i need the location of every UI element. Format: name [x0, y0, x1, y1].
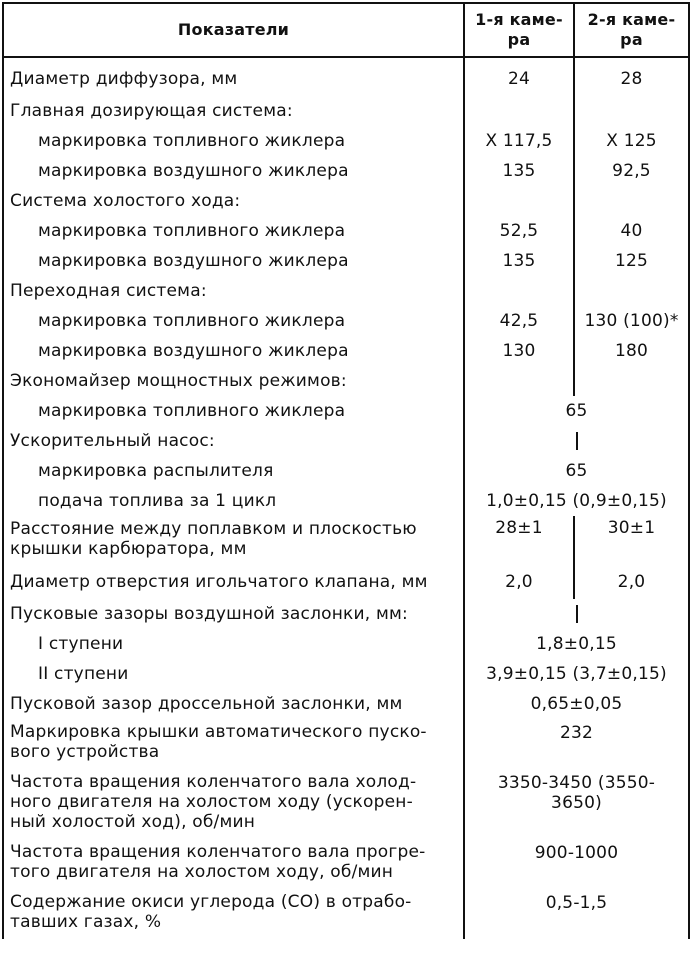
- empty-cell: [464, 276, 574, 306]
- row-label-line2: ного двигателя на холостом ходу (ускорен-: [10, 792, 413, 812]
- value-both-chambers: 65: [464, 396, 689, 426]
- table-row: [3, 216, 689, 246]
- value-both-chambers: 0,5-1,5: [464, 889, 689, 939]
- row-label: маркировка распылителя: [3, 456, 464, 486]
- row-label: маркировка воздушного жиклера: [3, 156, 464, 186]
- header-chamber-1: [464, 3, 574, 57]
- header-parameters: Показатели: [3, 3, 464, 57]
- empty-cell: [464, 366, 574, 396]
- value-chamber-1: 28±1: [464, 516, 574, 565]
- row-label: маркировка воздушного жиклера: [3, 336, 464, 366]
- table-row: [3, 246, 689, 276]
- empty-cell: [574, 276, 689, 306]
- value-chamber-1: 2,0: [464, 565, 574, 599]
- section-label: Главная дозирующая система:: [3, 96, 464, 126]
- row-label-line1: Частота вращения коленчатого вала прогре-: [10, 842, 426, 862]
- value-chamber-1: 52,5: [464, 216, 574, 246]
- section-label: Система холостого хода:: [3, 186, 464, 216]
- value-both-chambers: 3,9±0,15 (3,7±0,15): [464, 659, 689, 689]
- table-row: [3, 456, 689, 486]
- carburetor-specs-table: [2, 2, 690, 939]
- value-both-chambers: [464, 769, 689, 839]
- value-line2: 3650): [551, 793, 602, 813]
- table-row: [3, 889, 689, 939]
- value-chamber-2: X 125: [574, 126, 689, 156]
- value-chamber-2: 180: [574, 336, 689, 366]
- value-chamber-1: 24: [464, 57, 574, 96]
- table-row: [3, 96, 689, 126]
- value-chamber-1: 42,5: [464, 306, 574, 336]
- table-row: [3, 396, 689, 426]
- divider-cell: [464, 426, 689, 456]
- header-chamber-2-line1: 2-я каме-: [587, 10, 676, 29]
- row-label: II ступени: [3, 659, 464, 689]
- row-label: [3, 719, 464, 769]
- table-row: [3, 126, 689, 156]
- row-label: [3, 769, 464, 839]
- table-row: [3, 599, 689, 629]
- value-both-chambers: 1,0±0,15 (0,9±0,15): [464, 486, 689, 516]
- section-label: Пусковые зазоры воздушной заслонки, мм:: [3, 599, 464, 629]
- table-row: [3, 659, 689, 689]
- table-row: [3, 426, 689, 456]
- section-label: Экономайзер мощностных режимов:: [3, 366, 464, 396]
- header-chamber-1-line2: ра: [507, 30, 531, 49]
- value-chamber-2: 40: [574, 216, 689, 246]
- row-label: маркировка топливного жиклера: [3, 306, 464, 336]
- table-row: [3, 336, 689, 366]
- row-label-line3: ный холостой ход), об/мин: [10, 812, 256, 832]
- row-label: I ступени: [3, 629, 464, 659]
- table-row: [3, 839, 689, 889]
- row-label: маркировка топливного жиклера: [3, 396, 464, 426]
- table-row: [3, 516, 689, 565]
- row-label: Диаметр отверстия игольчатого клапана, мм: [3, 565, 464, 599]
- table-row: [3, 276, 689, 306]
- value-chamber-2: 2,0: [574, 565, 689, 599]
- table-row: [3, 186, 689, 216]
- row-label: Пусковой зазор дроссельной заслонки, мм: [3, 689, 464, 719]
- value-both-chambers: 232: [464, 719, 689, 769]
- row-label: [3, 516, 464, 565]
- value-chamber-2: 30±1: [574, 516, 689, 565]
- row-label-line1: Маркировка крышки автоматического пуско-: [10, 722, 427, 742]
- divider-cell: [464, 599, 689, 629]
- row-label: маркировка воздушного жиклера: [3, 246, 464, 276]
- divider-mark: [576, 432, 578, 450]
- empty-cell: [574, 96, 689, 126]
- table-row: [3, 689, 689, 719]
- row-label-line2: крышки карбюратора, мм: [10, 539, 247, 559]
- table-row: [3, 565, 689, 599]
- value-chamber-1: 135: [464, 246, 574, 276]
- empty-cell: [574, 186, 689, 216]
- row-label: Диаметр диффузора, мм: [3, 57, 464, 96]
- table-row: [3, 306, 689, 336]
- value-chamber-1: 135: [464, 156, 574, 186]
- section-label: Переходная система:: [3, 276, 464, 306]
- value-both-chambers: 65: [464, 456, 689, 486]
- table-row: [3, 769, 689, 839]
- value-chamber-1: X 117,5: [464, 126, 574, 156]
- value-chamber-2: 92,5: [574, 156, 689, 186]
- empty-cell: [574, 366, 689, 396]
- table-row: [3, 156, 689, 186]
- row-label-line1: Частота вращения коленчатого вала холод-: [10, 772, 417, 792]
- table-row: [3, 486, 689, 516]
- table-row: [3, 629, 689, 659]
- value-chamber-1: 130: [464, 336, 574, 366]
- row-label: [3, 889, 464, 939]
- value-both-chambers: 1,8±0,15: [464, 629, 689, 659]
- row-label: подача топлива за 1 цикл: [3, 486, 464, 516]
- table-row: [3, 57, 689, 96]
- value-chamber-2: 125: [574, 246, 689, 276]
- table-header-row: [3, 3, 689, 57]
- row-label-line1: Расстояние между поплавком и плоскостью: [10, 519, 417, 539]
- empty-cell: [464, 186, 574, 216]
- value-both-chambers: 900-1000: [464, 839, 689, 889]
- header-chamber-2: [574, 3, 689, 57]
- value-chamber-2: 130 (100)*: [574, 306, 689, 336]
- value-line1: 3350-3450 (3550-: [497, 773, 656, 793]
- header-chamber-1-line1: 1-я каме-: [475, 10, 563, 29]
- table-row: [3, 719, 689, 769]
- row-label-line2: того двигателя на холостом ходу, об/мин: [10, 862, 394, 882]
- empty-cell: [464, 96, 574, 126]
- divider-mark: [576, 605, 578, 623]
- header-chamber-2-line2: ра: [620, 30, 643, 49]
- row-label-line2: вого устройства: [10, 742, 160, 762]
- row-label-line1: Содержание окиси углерода (СО) в отрабо-: [10, 892, 412, 912]
- row-label: маркировка топливного жиклера: [3, 216, 464, 246]
- value-chamber-2: 28: [574, 57, 689, 96]
- row-label: маркировка топливного жиклера: [3, 126, 464, 156]
- value-both-chambers: 0,65±0,05: [464, 689, 689, 719]
- row-label-line2: тавших газах, %: [10, 912, 162, 932]
- table-row: [3, 366, 689, 396]
- row-label: [3, 839, 464, 889]
- section-label: Ускорительный насос:: [3, 426, 464, 456]
